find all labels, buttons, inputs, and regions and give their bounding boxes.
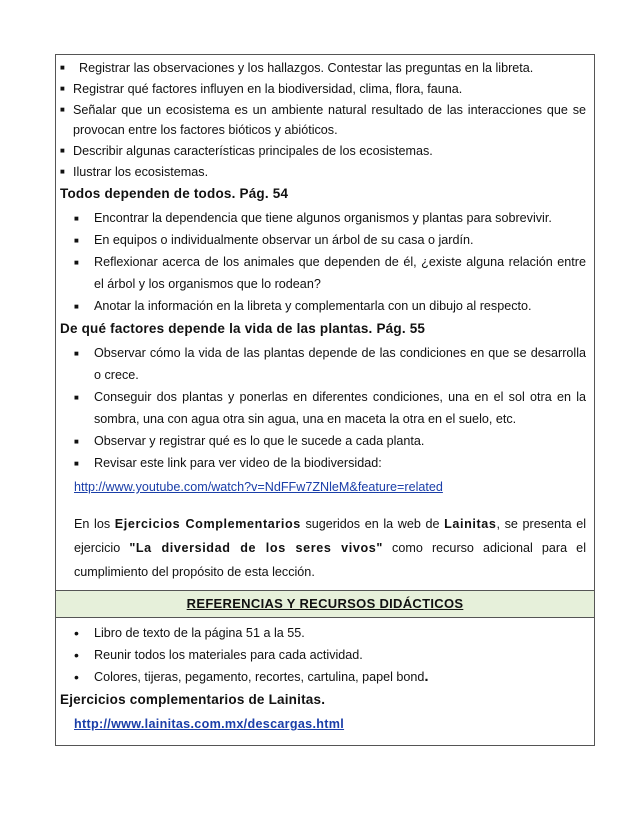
list-item: ■ Registrar las observaciones y los hallazgos. Contestar las preguntas en la libreta. [60, 58, 586, 78]
complementary-paragraph: En los Ejercicios Complementarios sugeridos en la web de Lainitas, se presenta el ejercicio "La diversidad de los seres vivos" como recurso adicional para el cumplimiento del propósito de esta lección. [74, 517, 586, 579]
references-heading: REFERENCIAS Y RECURSOS DIDÁCTICOS [56, 590, 594, 618]
list-item: ■ Registrar qué factores influyen en la biodiversidad, clima, flora, fauna. [60, 79, 586, 99]
list-item: ■ Anotar la información en la libreta y complementarla con un dibujo al respecto. [60, 295, 586, 317]
list-item: ■ Señalar que un ecosistema es un ambiente natural resultado de las interacciones que se provocan entre los factores bióticos y abióticos. [60, 100, 586, 140]
list-item: ■ Observar cómo la vida de las plantas depende de las condiciones en que se desarrolla o crece. [60, 342, 586, 386]
square-bullet-icon: ■ [74, 349, 79, 358]
list-item: ■ En equipos o individualmente observar un árbol de su casa o jardín. [60, 229, 586, 251]
round-bullet-icon: • [74, 669, 79, 685]
square-bullet-icon: ■ [60, 105, 65, 114]
square-bullet-icon: ■ [74, 393, 79, 402]
intro-section [56, 55, 594, 590]
square-bullet-icon: ■ [60, 84, 65, 93]
square-bullet-icon: ■ [74, 459, 79, 468]
square-bullet-icon: ■ [60, 167, 65, 176]
list-item: ■ Ilustrar los ecosistemas. [60, 162, 586, 182]
square-bullet-icon: ■ [74, 258, 79, 267]
round-bullet-icon: • [74, 647, 79, 663]
list-item: ■ Describir algunas características principales de los ecosistemas. [60, 141, 586, 161]
list-item: ■ Conseguir dos plantas y ponerlas en diferentes condiciones, una en el sol otra en la sombra, una con agua otra sin agua, una en maceta la otra en el suelo, etc. [60, 386, 586, 430]
list-item: ■ Observar y registrar qué es lo que le sucede a cada planta. [60, 430, 586, 452]
square-bullet-icon: ■ [74, 214, 79, 223]
content-frame [55, 54, 595, 746]
lainitas-subtitle: Ejercicios complementarios de Lainitas. [60, 692, 326, 707]
list-item: • Colores, tijeras, pegamento, recortes, cartulina, papel bond. [60, 666, 586, 688]
list-item: ■ Revisar este link para ver video de la biodiversidad: [60, 452, 586, 474]
square-bullet-icon: ■ [74, 236, 79, 245]
references-section [56, 618, 594, 745]
square-bullet-icon: ■ [74, 437, 79, 446]
section-title-plantas: De qué factores depende la vida de las plantas. Pág. 55 [60, 321, 426, 336]
youtube-link[interactable]: http://www.youtube.com/watch?v=NdFFw7ZNleM&feature=related [74, 480, 443, 494]
lainitas-link[interactable]: http://www.lainitas.com.mx/descargas.html [74, 717, 345, 731]
round-bullet-icon: • [74, 625, 79, 641]
list-item: • Libro de texto de la página 51 a la 55. [60, 622, 586, 644]
square-bullet-icon: ■ [60, 146, 65, 155]
square-bullet-icon: ■ [74, 302, 79, 311]
list-item: ■ Encontrar la dependencia que tiene algunos organismos y plantas para sobrevivir. [60, 207, 586, 229]
list-item: ■ Reflexionar acerca de los animales que dependen de él, ¿existe alguna relación entre el árbol y los organismos que lo rodean? [60, 251, 586, 295]
section-title-todos: Todos dependen de todos. Pág. 54 [60, 186, 289, 201]
list-item: • Reunir todos los materiales para cada actividad. [60, 644, 586, 666]
square-bullet-icon: ■ [60, 63, 65, 72]
